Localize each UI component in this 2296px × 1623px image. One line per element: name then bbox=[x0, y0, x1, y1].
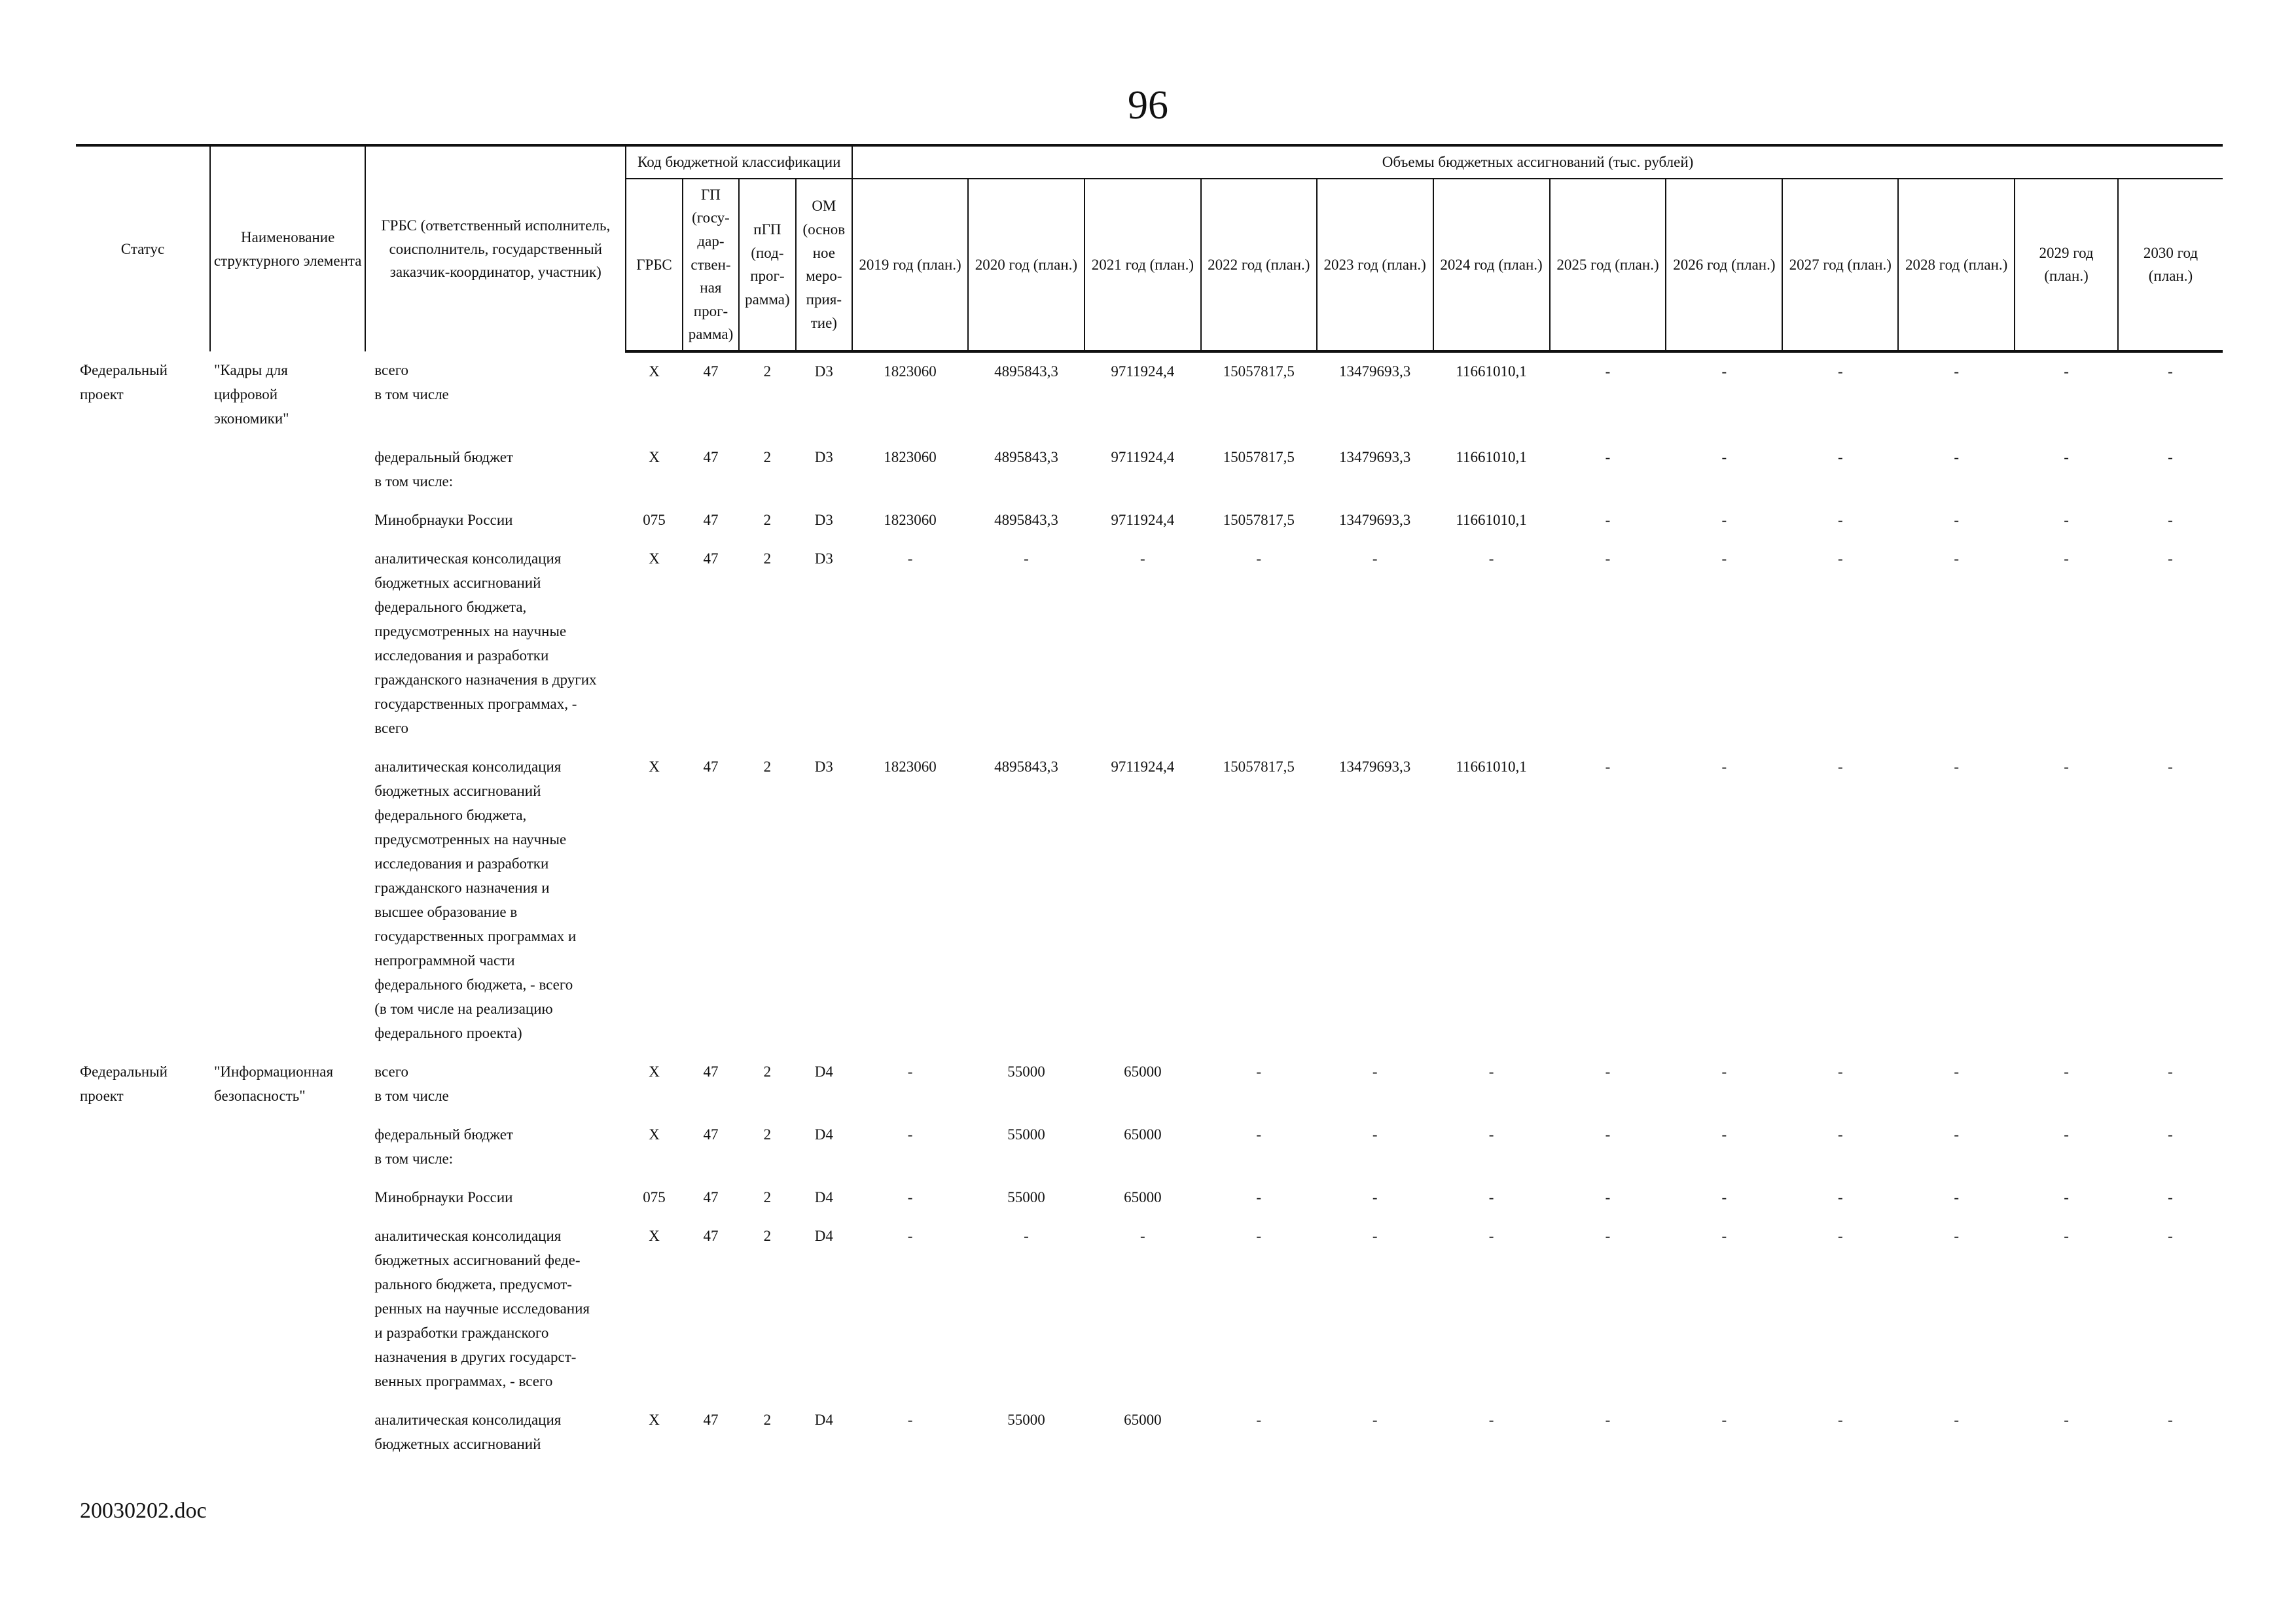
header-volumes-group: Объемы бюджетных ассигнований (тыс. рублей) bbox=[852, 145, 2223, 179]
value-cell: 4895843,3 bbox=[994, 449, 1058, 466]
value-cell: - bbox=[1372, 550, 1378, 567]
value-cell: - bbox=[2064, 1228, 2069, 1245]
gp-code-cell: 47 bbox=[703, 449, 719, 466]
grbs-code-cell: Х bbox=[649, 550, 660, 567]
participant-cell: всего в том числе bbox=[374, 362, 449, 403]
header-year: 2027 год (план.) bbox=[1782, 179, 1898, 351]
participant-cell: аналитическая консолидация бюджетных ассигнований феде- рального бюджета, предусмот- ренных на научные исследования и разработки гражданского назначения в других государст- венных программах, - всего bbox=[374, 1228, 590, 1390]
value-cell: - bbox=[2064, 1126, 2069, 1143]
value-cell: - bbox=[1954, 758, 1960, 776]
value-cell: - bbox=[1837, 1412, 1843, 1429]
pgp-code-cell: 2 bbox=[763, 1412, 772, 1429]
element-cell bbox=[210, 540, 365, 748]
element-cell bbox=[210, 501, 365, 540]
gp-code-cell: 47 bbox=[703, 1412, 719, 1429]
value-cell: - bbox=[1837, 512, 1843, 529]
gp-code-cell: 47 bbox=[703, 363, 719, 380]
header-year: 2019 год (план.) bbox=[852, 179, 968, 351]
header-year: 2025 год (план.) bbox=[1550, 179, 1666, 351]
value-cell: - bbox=[1954, 550, 1960, 567]
table-header bbox=[76, 145, 2223, 351]
table-row bbox=[76, 748, 2223, 1053]
header-element: Наименование структурного элемента bbox=[210, 145, 365, 351]
value-cell: - bbox=[1721, 1126, 1727, 1143]
value-cell: - bbox=[1140, 550, 1145, 567]
value-cell: - bbox=[1488, 550, 1494, 567]
value-cell: 13479693,3 bbox=[1339, 758, 1411, 776]
value-cell: - bbox=[1372, 1228, 1378, 1245]
pgp-code-cell: 2 bbox=[763, 1228, 772, 1245]
status-cell bbox=[76, 1401, 210, 1464]
value-cell: - bbox=[2064, 1412, 2069, 1429]
value-cell: - bbox=[1837, 758, 1843, 776]
grbs-code-cell: Х bbox=[649, 1228, 660, 1245]
value-cell: - bbox=[1372, 1126, 1378, 1143]
page-number: 96 bbox=[1128, 83, 1168, 128]
element-cell bbox=[210, 438, 365, 501]
value-cell: - bbox=[1837, 363, 1843, 380]
value-cell: - bbox=[1488, 1412, 1494, 1429]
table-row bbox=[76, 438, 2223, 501]
participant-cell: аналитическая консолидация бюджетных ассигнований федерального бюджета, предусмотренных на научные исследования и разработки гражданского назначения и высшее образование в государственных программах и непрограммной части федерального бюджета, - всего (в том числе на реализацию федерального проекта) bbox=[374, 758, 577, 1042]
om-code-cell: D4 bbox=[814, 1228, 833, 1245]
value-cell: - bbox=[1605, 1228, 1611, 1245]
value-cell: 15057817,5 bbox=[1223, 512, 1295, 529]
grbs-code-cell: Х bbox=[649, 1063, 660, 1080]
participant-cell: Минобрнауки России bbox=[374, 1189, 513, 1206]
element-cell bbox=[210, 1116, 365, 1179]
value-cell: 4895843,3 bbox=[994, 363, 1058, 380]
value-cell: - bbox=[1488, 1063, 1494, 1080]
value-cell: - bbox=[1954, 449, 1960, 466]
value-cell: - bbox=[1721, 758, 1727, 776]
participant-cell: федеральный бюджет в том числе: bbox=[374, 1126, 513, 1168]
grbs-code-cell: Х bbox=[649, 1412, 660, 1429]
value-cell: 15057817,5 bbox=[1223, 363, 1295, 380]
om-code-cell: D4 bbox=[814, 1126, 833, 1143]
value-cell: - bbox=[1256, 1228, 1262, 1245]
budget-table bbox=[76, 144, 2223, 1464]
status-cell bbox=[76, 438, 210, 501]
status-cell bbox=[76, 1179, 210, 1217]
pgp-code-cell: 2 bbox=[763, 363, 772, 380]
value-cell: 65000 bbox=[1124, 1189, 1162, 1206]
pgp-code-cell: 2 bbox=[763, 758, 772, 776]
status-cell bbox=[76, 501, 210, 540]
participant-cell: аналитическая консолидация бюджетных ассигнований bbox=[374, 1412, 562, 1453]
value-cell: - bbox=[1837, 449, 1843, 466]
value-cell: - bbox=[1954, 1412, 1960, 1429]
status-cell: Федеральный проект bbox=[80, 1063, 168, 1105]
value-cell: - bbox=[1605, 449, 1611, 466]
header-om: ОМ (основ ное меро-прия-тие) bbox=[796, 179, 852, 351]
value-cell: - bbox=[1372, 1063, 1378, 1080]
grbs-code-cell: Х bbox=[649, 449, 660, 466]
status-cell bbox=[76, 1116, 210, 1179]
value-cell: - bbox=[1140, 1228, 1145, 1245]
gp-code-cell: 47 bbox=[703, 550, 719, 567]
value-cell: - bbox=[2168, 1063, 2173, 1080]
value-cell: - bbox=[1721, 449, 1727, 466]
value-cell: 13479693,3 bbox=[1339, 512, 1411, 529]
value-cell: - bbox=[1488, 1126, 1494, 1143]
status-cell bbox=[76, 540, 210, 748]
value-cell: - bbox=[2168, 363, 2173, 380]
value-cell: - bbox=[1954, 363, 1960, 380]
value-cell: - bbox=[1024, 1228, 1029, 1245]
participant-cell: аналитическая консолидация бюджетных ассигнований федерального бюджета, предусмотренных на научные исследования и разработки гражданского назначения в других государственных программах, - всего bbox=[374, 550, 597, 737]
grbs-code-cell: Х bbox=[649, 363, 660, 380]
value-cell: 65000 bbox=[1124, 1126, 1162, 1143]
element-cell bbox=[210, 1401, 365, 1464]
value-cell: 65000 bbox=[1124, 1063, 1162, 1080]
value-cell: - bbox=[1256, 1063, 1262, 1080]
pgp-code-cell: 2 bbox=[763, 449, 772, 466]
om-code-cell: D3 bbox=[814, 449, 833, 466]
value-cell: - bbox=[1256, 550, 1262, 567]
value-cell: - bbox=[907, 1126, 913, 1143]
header-year: 2029 год (план.) bbox=[2015, 179, 2118, 351]
value-cell: - bbox=[1721, 1228, 1727, 1245]
value-cell: 1823060 bbox=[884, 512, 937, 529]
status-cell bbox=[76, 1217, 210, 1401]
value-cell: - bbox=[1837, 550, 1843, 567]
value-cell: 9711924,4 bbox=[1111, 363, 1175, 380]
value-cell: - bbox=[2168, 1228, 2173, 1245]
value-cell: - bbox=[1721, 363, 1727, 380]
om-code-cell: D3 bbox=[814, 550, 833, 567]
value-cell: 9711924,4 bbox=[1111, 449, 1175, 466]
value-cell: - bbox=[1721, 1063, 1727, 1080]
table-row bbox=[76, 540, 2223, 748]
value-cell: - bbox=[1605, 512, 1611, 529]
value-cell: 15057817,5 bbox=[1223, 758, 1295, 776]
value-cell: - bbox=[2168, 1126, 2173, 1143]
value-cell: - bbox=[1954, 1126, 1960, 1143]
value-cell: - bbox=[1488, 1189, 1494, 1206]
value-cell: - bbox=[1721, 1412, 1727, 1429]
value-cell: - bbox=[1605, 1126, 1611, 1143]
header-year: 2022 год (план.) bbox=[1201, 179, 1317, 351]
value-cell: - bbox=[2064, 550, 2069, 567]
table-row bbox=[76, 1053, 2223, 1116]
om-code-cell: D4 bbox=[814, 1412, 833, 1429]
value-cell: - bbox=[2168, 1412, 2173, 1429]
header-year: 2030 год (план.) bbox=[2118, 179, 2223, 351]
value-cell: - bbox=[2168, 550, 2173, 567]
grbs-code-cell: Х bbox=[649, 758, 660, 776]
value-cell: 55000 bbox=[1007, 1126, 1045, 1143]
value-cell: - bbox=[1605, 1412, 1611, 1429]
gp-code-cell: 47 bbox=[703, 512, 719, 529]
header-grbs: ГРБС bbox=[626, 179, 682, 351]
value-cell: - bbox=[2168, 758, 2173, 776]
value-cell: - bbox=[1954, 1063, 1960, 1080]
value-cell: 11661010,1 bbox=[1456, 449, 1527, 466]
value-cell: 55000 bbox=[1007, 1063, 1045, 1080]
value-cell: 1823060 bbox=[884, 758, 937, 776]
table-row bbox=[76, 1116, 2223, 1179]
value-cell: - bbox=[2168, 512, 2173, 529]
value-cell: - bbox=[1488, 1228, 1494, 1245]
value-cell: 9711924,4 bbox=[1111, 512, 1175, 529]
value-cell: - bbox=[1605, 758, 1611, 776]
header-year: 2023 год (план.) bbox=[1317, 179, 1433, 351]
value-cell: 15057817,5 bbox=[1223, 449, 1295, 466]
value-cell: - bbox=[2064, 363, 2069, 380]
element-cell: "Информационная безопасность" bbox=[214, 1063, 334, 1105]
value-cell: - bbox=[1837, 1063, 1843, 1080]
value-cell: - bbox=[1837, 1228, 1843, 1245]
value-cell: 1823060 bbox=[884, 449, 937, 466]
table-row bbox=[76, 1401, 2223, 1464]
pgp-code-cell: 2 bbox=[763, 512, 772, 529]
value-cell: - bbox=[1605, 1063, 1611, 1080]
value-cell: - bbox=[1954, 1228, 1960, 1245]
value-cell: - bbox=[907, 550, 913, 567]
value-cell: 4895843,3 bbox=[994, 758, 1058, 776]
value-cell: - bbox=[1605, 363, 1611, 380]
value-cell: - bbox=[2064, 1189, 2069, 1206]
value-cell: - bbox=[907, 1412, 913, 1429]
table-row bbox=[76, 351, 2223, 438]
table-row bbox=[76, 1179, 2223, 1217]
value-cell: - bbox=[2168, 1189, 2173, 1206]
om-code-cell: D4 bbox=[814, 1189, 833, 1206]
value-cell: - bbox=[1954, 512, 1960, 529]
status-cell bbox=[76, 748, 210, 1053]
pgp-code-cell: 2 bbox=[763, 1063, 772, 1080]
value-cell: - bbox=[1256, 1189, 1262, 1206]
grbs-code-cell: Х bbox=[649, 1126, 660, 1143]
gp-code-cell: 47 bbox=[703, 1063, 719, 1080]
value-cell: - bbox=[1256, 1412, 1262, 1429]
header-year: 2026 год (план.) bbox=[1666, 179, 1782, 351]
value-cell: - bbox=[1721, 512, 1727, 529]
table-body bbox=[76, 351, 2223, 1464]
gp-code-cell: 47 bbox=[703, 1189, 719, 1206]
om-code-cell: D4 bbox=[814, 1063, 833, 1080]
header-year: 2024 год (план.) bbox=[1433, 179, 1550, 351]
participant-cell: федеральный бюджет в том числе: bbox=[374, 449, 513, 490]
value-cell: - bbox=[2168, 449, 2173, 466]
header-gp: ГП (госу-дар-ствен-ная прог-рамма) bbox=[683, 179, 739, 351]
header-grbs-full: ГРБС (ответственный исполнитель, соисполнитель, государственный заказчик-координатор, участник) bbox=[365, 145, 626, 351]
footer-filename: 20030202.doc bbox=[80, 1499, 207, 1523]
header-code-group: Код бюджетной классификации bbox=[626, 145, 852, 179]
value-cell: - bbox=[1372, 1412, 1378, 1429]
value-cell: - bbox=[2064, 449, 2069, 466]
participant-cell: всего в том числе bbox=[374, 1063, 449, 1105]
gp-code-cell: 47 bbox=[703, 1228, 719, 1245]
header-year: 2028 год (план.) bbox=[1898, 179, 2015, 351]
gp-code-cell: 47 bbox=[703, 758, 719, 776]
value-cell: 11661010,1 bbox=[1456, 758, 1527, 776]
value-cell: - bbox=[1024, 550, 1029, 567]
pgp-code-cell: 2 bbox=[763, 1126, 772, 1143]
value-cell: - bbox=[1256, 1126, 1262, 1143]
value-cell: - bbox=[907, 1189, 913, 1206]
value-cell: 11661010,1 bbox=[1456, 512, 1527, 529]
element-cell: "Кадры для цифровой экономики" bbox=[214, 362, 289, 427]
om-code-cell: D3 bbox=[814, 363, 833, 380]
header-pgp: пГП (под-прог-рамма) bbox=[739, 179, 795, 351]
value-cell: 11661010,1 bbox=[1456, 363, 1527, 380]
element-cell bbox=[210, 1179, 365, 1217]
status-cell: Федеральный проект bbox=[80, 362, 168, 403]
value-cell: - bbox=[907, 1063, 913, 1080]
value-cell: - bbox=[1837, 1189, 1843, 1206]
grbs-code-cell: 075 bbox=[643, 1189, 666, 1206]
header-status: Статус bbox=[76, 145, 210, 351]
value-cell: 13479693,3 bbox=[1339, 363, 1411, 380]
value-cell: - bbox=[1605, 1189, 1611, 1206]
value-cell: - bbox=[1372, 1189, 1378, 1206]
header-year: 2021 год (план.) bbox=[1085, 179, 1201, 351]
value-cell: - bbox=[1721, 1189, 1727, 1206]
participant-cell: Минобрнауки России bbox=[374, 512, 513, 529]
pgp-code-cell: 2 bbox=[763, 550, 772, 567]
element-cell bbox=[210, 748, 365, 1053]
value-cell: 9711924,4 bbox=[1111, 758, 1175, 776]
value-cell: - bbox=[2064, 758, 2069, 776]
table-row bbox=[76, 501, 2223, 540]
value-cell: 4895843,3 bbox=[994, 512, 1058, 529]
value-cell: - bbox=[2064, 1063, 2069, 1080]
value-cell: - bbox=[907, 1228, 913, 1245]
value-cell: 13479693,3 bbox=[1339, 449, 1411, 466]
element-cell bbox=[210, 1217, 365, 1401]
gp-code-cell: 47 bbox=[703, 1126, 719, 1143]
value-cell: 55000 bbox=[1007, 1412, 1045, 1429]
value-cell: - bbox=[1721, 550, 1727, 567]
value-cell: - bbox=[1954, 1189, 1960, 1206]
om-code-cell: D3 bbox=[814, 512, 833, 529]
value-cell: 55000 bbox=[1007, 1189, 1045, 1206]
grbs-code-cell: 075 bbox=[643, 512, 666, 529]
om-code-cell: D3 bbox=[814, 758, 833, 776]
pgp-code-cell: 2 bbox=[763, 1189, 772, 1206]
value-cell: - bbox=[2064, 512, 2069, 529]
table-row bbox=[76, 1217, 2223, 1401]
value-cell: - bbox=[1605, 550, 1611, 567]
value-cell: - bbox=[1837, 1126, 1843, 1143]
value-cell: 1823060 bbox=[884, 363, 937, 380]
value-cell: 65000 bbox=[1124, 1412, 1162, 1429]
header-year: 2020 год (план.) bbox=[968, 179, 1085, 351]
